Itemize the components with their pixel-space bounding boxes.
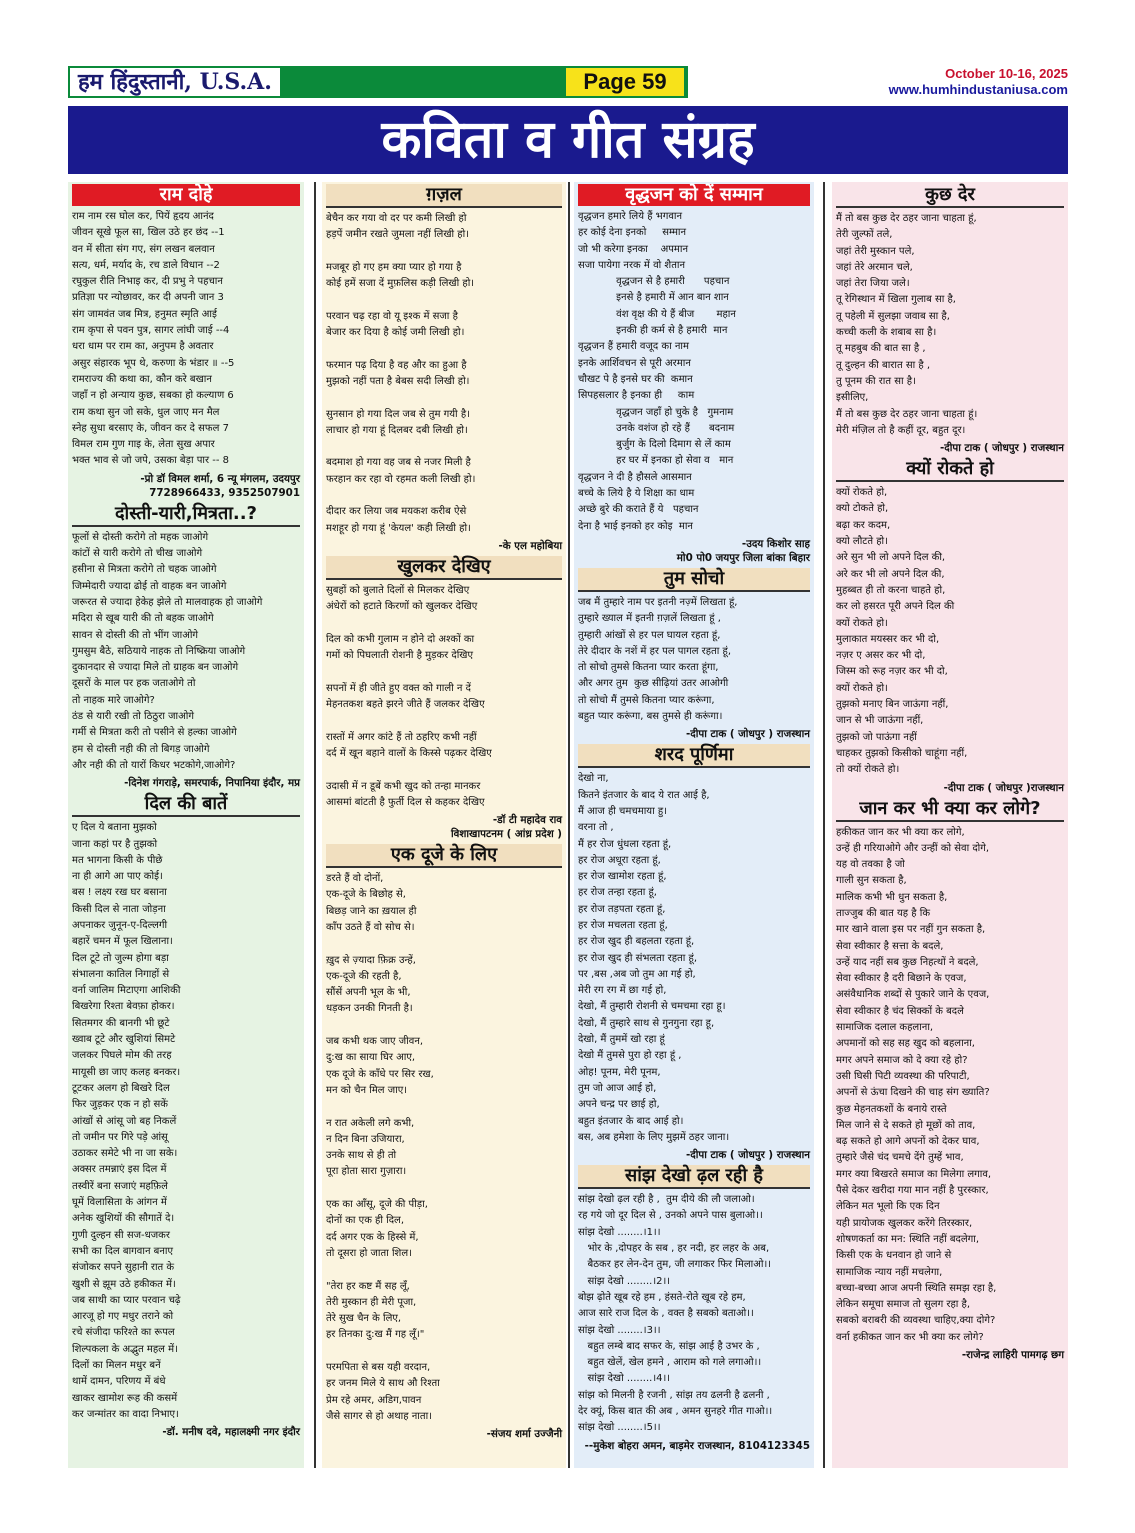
column-divider — [314, 182, 316, 1468]
poem-title: दिल की बातें — [72, 793, 300, 817]
column-3 — [574, 182, 814, 1468]
poem-title: कुछ देर — [836, 184, 1064, 208]
poem-author: -राजेन्द्र लाहिरी पामगढ़ छग — [961, 1349, 1064, 1361]
poem-author: -उदय किशोर साह मो0 पो0 जयपुर जिला बांका बिहार — [676, 537, 810, 564]
poem-author: -प्रो डॉ विमल शर्मा, 6 न्यू मंगलम, उदयपुर 7728966433, 9352507901 — [140, 472, 300, 499]
website-link[interactable]: www.humhindustaniusa.com — [888, 82, 1068, 97]
page-banner-title: कविता व गीत संग्रह — [68, 106, 1068, 174]
poem-title: शरद पूर्णिमा — [578, 744, 810, 768]
poem-author: -दीपा टाक ( जोधपुर )राजस्थान — [943, 781, 1064, 794]
poem-title: वृद्धजन को दें सम्मान — [578, 184, 810, 206]
poem-title: दोस्ती-यारी,मित्रता..? — [72, 503, 300, 527]
column-divider — [568, 182, 570, 1468]
column-1 — [68, 182, 304, 1468]
poem-body: डरते हैं वो दोनों, एक-दूजे के बिछोह से, बिछड़ जाने का ख़याल ही काँप उठते हैं वो सोच से। ख़ुद से ज़्यादा फ़िक्र उन्हें, एक-दूजे की रहती है, सौंसें अपनी भूल के भी, धड़कन उनकी गिनती है। जब कभी थक जाए जीवन, दु:ख का साया घिर आए, एक दूजे के काँधे पर सिर रख, मन को चैन मिल जाए। न रात अकेली लगे कभी, न दिन बिना उजियारा, उनके साथ से ही तो पूरा होता सारा गुज़ारा। एक का आँसू, दूजे की पीड़ा, दोनों का एक ही दिल, दर्द अगर एक के हिस्से में, तो दूसरा हो जाता शिल। "तेरा हर कष्ट मैं सह लूँ, तेरी मुस्कान ही मेरी पूजा, तेरे सुख चैन के लिए, हर तिनका दु:ख मैं गह लूँ।" परमपिता से बस यही वरदान, हर जनम मिले ये साथ औ रिश्ता प्रेम रहे अमर, अडिग,पावन जैसे सागर से हो अथाह नाता। — [326, 873, 440, 1422]
poem-author: -दीपा टाक ( जोधपुर ) राजस्थान — [685, 728, 810, 741]
poem-author: -डॉ टी महादेव राव विशाखापटनम ( आंध्र प्रदेश ) — [451, 814, 562, 841]
poem-body: सुबहों को बुलाते दिलों से मिलकर देखिए अंधेरों को हटाते किरणों को खुलकर देखिए दिल को कभी गुलाम न होने दो अश्कों का गमों को पिघलाती रोशनी है मुड़कर देखिए सपनों में ही जीते हुए वक्त को गाली न दें मेहनतकश बहते झरने जीते हैं जलकर देखिए रास्तों में अगर कांटे हैं तो ठहरिए कभी नहीं दर्द में खून बहाने वालों के किस्से पढ़कर देखिए उदासी में न डूबें कभी खुद को तन्हा मानकर आसमां बांटती है फुर्ती दिल से कहकर देखिए — [326, 584, 492, 808]
poem-title: तुम सोचो — [578, 568, 810, 592]
poem-author: -डॉ. मनीष दवे, महालक्ष्मी नगर इंदौर — [162, 1426, 300, 1439]
poem-body: जब मैं तुम्हारे नाम पर इतनी नज़्में लिखता हूं, तुम्हारे ख्याल में इतनी ग़ज़लें लिखता हूं , तुम्हारी आंखों से हर पल घायल रहता हूं, तेरे दीदार के नशें में हर पल पागल रहता हूं, तो सोचो तुमसे कितना प्यार करता हूंगा, और अगर तुम कुछ सीढ़ियां उतर आओगी तो सोचो मैं तुमसे कितना प्यार करूंगा, बहुत प्यार करूंगा, बस तुमसे ही करूंगा। — [578, 596, 738, 723]
poem-author: --मुकेश बोहरा अमन, बाड़मेर राजस्थान, 8104123345 — [584, 1439, 810, 1452]
poem-body: बेचैन कर गया वो दर पर कमी लिखी हो हड़पें जमीन रखते जुमला नहीं लिखी हो। मजबूर हो गए हम क्या प्यार हो गया है कोई हमें सजा दें मुफ़लिस कड़ी लिखी हो। परवान चढ़ रहा वो यू इश्क में सजा है बेजार कर दिया है कोई जमी लिखी हो। फरमान पढ़ दिया है वह और का हुआ है मुझको नहीं पता है बेबस सदी लिखी हो। सुनसान हो गया दिल जब से तुम गयी है। लाचार हो गया हूं दिलबर दबी लिखी हो। बदमाश हो गया वह जब से नजर मिली है फरहान कर रहा वो रहमत कली लिखी हो। दीदार कर लिया जब मयकश करीब ऐसे मशहूर हो गया हूं 'केयल' कही लिखी हो। — [326, 213, 476, 534]
poem-title: जान कर भी क्या कर लोगे? — [836, 798, 1064, 822]
poem-body: ए दिल ये बताना मुझको जाना कहां पर है तुझको मत भागना किसी के पीछे ना ही आगे आ पाए कोई। बस ! लक्ष्य रख घर बसाना किसी दिल से नाता जोड़ना अपनाकर जुनून-ए-दिल्लगी बहारें चमन में फूल खिलाना। दिल टूटे तो जुल्म होगा बड़ा संभालना कातिल निगाहों से वर्ना जालिम मिटाएगा आशिकी बिखरेगा रिश्ता बेवफ़ा होकर। सितमगर की बानगी भी छूटे ख्वाब टूटे और खुशियां सिमटे जलकर पिघले मोम की तरह मायूसी छा जाए कलह बनकर। टूटकर अलग हो बिखरे दिल फिर जुड़कर एक न हो सकें आंखों से आंसू जो बह निकलें तो जमीन पर गिरे पड़े आंसू उठाकर समेटे भी ना जा सके। अक्सर तमन्नाएं इस दिल में तस्वीरें बना सजाएं महफ़िले घूमें विलासिता के आंगन में अनेक खुशियों की सौगातें दे। गुणी दुल्हन सी सज-धजकर सभी का दिल बागवान बनाए संजोकर सपने सुहानी रात के खुशी से झूम उठे हकीकत में। जब साथी का प्यार परवान चढ़े आरजू हो गए मधुर तराने को रचे संजीदा फरिश्ते का रूपल शिल्पकला के अद्भुत महल में। दिलों का मिलन मधुर बनें थामें दामन, परिणय में बंधे खाकर खामोश रूह की कसमें कर जन्मांतर का वादा निभाए। — [72, 822, 181, 1420]
poem-body: राम नाम रस घोल कर, पियें हृदय आनंद जीवन सूखे फूल सा, खिल उठे हर छंद --1 वन में सीता संग गए, संग लखन बलवान सत्य, धर्म, मर्याद के, रच डाले विधान --2 रघुकुल रीति निभाइ कर, दी प्रभु ने पहचान प्रतिज्ञा पर न्योछावर, कर दी अपनी जान 3 संग जामवंत जब मित्र, हनुमत स्मृति आई राम कृपा से पवन पुत्र, सागर लांघी जाई --4 धरा धाम पर राम का, अनुपम है अवतार असुर संहारक भूप थे, करुणा के भंडार ॥ --5 रामराज्य की कथा का, कौन करे बखान जहाँ न हो अन्याय कुछ, सबका हो कल्याण 6 राम कथा सुन जो सके, धुल जाए मन मैल स्नेह सुधा बरसाए के, जीवन कर दे सफल 7 विमल राम गुण गाइ के, लेता सुख अपार भक्त भाव से जो जपे, उसका बेड़ा पार -- 8 — [72, 211, 235, 467]
page-number: Page 59 — [566, 68, 684, 96]
poem-author: -संजय शर्मा उज्जैनी — [486, 1428, 562, 1441]
poem-title: खुलकर देखिए — [326, 556, 562, 580]
poem-body: मैं तो बस कुछ देर ठहर जाना चाहता हूं, तेरी जुल्फों तले, जहां तेरी मुस्कान पले, जहां तेरे अरमान चले, जहां तेरा जिया जले। तू रेगिस्थान में खिला गुलाब सा है, तू पहेली में सुलझा जवाब सा है, कच्ची कली के शबाब सा है। तू महबुब की बात सा है , तू दुल्हन की बारात सा है , तु पूनम की रात सा है। इसीलिए, मैं तो बस कुछ देर ठहर जाना चाहता हूं। मेरी मंज़िल तो है कहीं दूर, बहुत दूर। — [836, 213, 978, 436]
poem-body: हकीकत जान कर भी क्या कर लोगे, उन्हें ही गरियाओगे और उन्हीं को सेवा दोगे, यह वो तवका है जो गाली सुन सकता है, मालिक कभी भी धुन सकता है, ताज्जुब की बात यह है कि मार खाने वाला इस पर नहीं गुन सकता है, सेवा स्वीकार है सत्ता के बदले, उन्हें याद नहीं सब कुछ निहत्थों ने बदले, सेवा स्वीकार है दरी बिछाने के एवज, असंवैधानिक शब्दों से पुकारे जाने के एवज, सेवा स्वीकार है चंद सिक्कों के बदले सामाजिक दलाल कहलाना, अपमानों को सह सह खुद को बहलाना, मगर अपने समाज को दे क्या रहे हो? उसी घिसी पिटी व्यवस्था की परिपाटी, अपनों से ऊंचा दिखने की चाह संग ख्याति? कुछ मेहनतकशों के बनाये रास्ते मिल जाने से दे सकते हो मूछों को ताव, बढ़ सकते हो आगे अपनों को देकर घाव, तुम्हारे जैसे चंद चमचे देंगे तुम्हें भाव, मगर क्या बिखरते समाज का मिलेगा लगाव, पैसे देकर खरीदा गया मान नहीं है पुरस्कार, लेकिन मत भूलो कि एक दिन यही प्रायोजक खुलकर करेंगे तिरस्कार, शोषणकर्ता का मन: स्थिति नहीं बदलेगा, किसी एक के धनवान हो जाने से सामाजिक न्याय नहीं मचलेगा, बच्चा-बच्चा आज अपनी स्थिति समझ रहा है, लेकिन समूचा समाज तो सुलग रहा है, सबको बराबरी की व्यवस्था चाहिए,क्या दोगे? वर्ना हकीकत जान कर भी क्या कर लोगे? — [836, 826, 997, 1343]
poem-author: -दीपा टाक ( जोधपुर ) राजस्थान — [685, 1149, 810, 1162]
poem-title: ग़ज़ल — [326, 184, 562, 208]
poem-title: राम दोहे — [72, 184, 300, 206]
poem-body: फूलों से दोस्ती करोगे तो महक जाओगे कांटों से यारी करोगे तो चीख जाओगे हसीना से मित्रता करोगे तो चहक जाओगे जिम्मेदारी ज्यादा ढोई तो वाहक बन जाओगे जरूरत से ज्यादा हेकेह झेले तो मालवाहक हो जाओगे मदिरा से खूब यारी की तो बहक जाओगे सावन से दोस्ती की तो भींग जाओगे गुमसुम बैठे, सठियाये नाहक तो निष्क्रिया जाओगे दुकानदार से ज्यादा मिले तो ग्राहक बन जाओगे दूसरों के माल पर हक जताओगे तो तो नाहक मारे जाओगे? ठंड से यारी रखी तो ठिठुरा जाओगे गर्मी से मित्रता करी तो पसीने से हल्का जाओगे हम से दोस्ती नही की तो बिगड़ जाओगे और नही की तो यारों किधर भटकोगे,जाओगे? — [72, 531, 263, 771]
column-divider — [823, 182, 825, 1468]
poem-title: एक दूजे के लिए — [326, 844, 562, 868]
poem-body: क्यों रोकते हो, क्यो टोकते हो, बढ़ा कर कदम, क्यो लौटते हो। अरे सुन भी लो अपने दिल की, अरे कर भी लो अपने दिल की, मुहब्बत ही तो करना चाहते हो, कर लो हसरत पूरी अपने दिल की क्यों रोकते हो। मुलाकात मयस्सर कर भी दो, नज़र ए असर कर भी दो, जिस्म को रूह नज़र कर भी दो, क्यों रोकते हो। तुझको मनाए बिन जाऊंगा नहीं, जान से भी जाऊंगा नहीं, तुझको जो पाऊंगा नहीं चाहकर तुझको किसीको चाहूंगा नहीं, तो क्यों रोकते हो। — [836, 487, 968, 776]
poem-body: वृद्धजन हमारे लिये हैं भगवान हर कोई देना इनको सम्मान जो भी करेगा इनका अपमान सजा पायेगा नरक में वो शैतान वृद्धजन से है हमारी पहचान इनसे है हमारी में आन बान शान वंश वृक्ष की ये हैं बीज महान इनकी ही कर्म से है हमारी मान वृद्धजन हैं हमारी वजूद का नाम इनके आर्शिवचन से पूरी अरमान चौखट पे है इनसे घर की कमान सिपहसलार है इनका ही काम वृद्धजन जहाँ हो चुके है गुमनाम उनके वशंज हो रहे हैं बदनाम बुर्जुग के दिलो दिमाग से लें काम हर घर में इनका हो सेवा व मान वृद्धजन ने दी है हौसले आसमान बच्चे के लिये है ये शिक्षा का धाम अच्छे बुरे की कराते हैं ये पहचान देना है भाई इनको हर कोइ मान — [578, 211, 736, 532]
poem-title: क्यों रोकते हो — [836, 458, 1064, 482]
issue-date: October 10-16, 2025 — [945, 66, 1068, 81]
poem-title: सांझ देखो ढ़ल रही है — [578, 1165, 810, 1189]
poem-body: सांझ देखो ढ़ल रही है , तुम दीये की लौ जलाओ। रह गये जो दूर दिल से , उनको अपने पास बुलाओ।। सांझ देखो ........।1।। भोर के ,दोपहर के सब , हर नदी, हर लहर के अब, बैठकर हर लेन-देन तुम, जी लगाकर फिर मिलाओ।। सांझ देखो ........।2।। बोझ ढ़ोते खूब रहे हम , हंसते-रोते खूब रहे हम, आज सारे राज दिल के , वक्त है सबको बताओ।। सांझ देखो ........।3।। बहुत लम्बे बाद सफर के, सांझ आई है उभर के , बहुत खेलें, खेल हमने , आराम को गले लगाओ।। सांझ देखो ........।4।। सांझ को मिलनी है रजनी , सांझ तय ढलनी है ढलनी , देर क्यूं, किस बात की अब , अमन सुनहरे गीत गाओ।। सांझ देखो ........।5।। — [578, 1194, 773, 1434]
column-4 — [832, 182, 1068, 1468]
column-2 — [322, 182, 566, 1468]
poem-author: -दीपा टाक ( जोधपुर ) राजस्थान — [939, 442, 1064, 455]
poem-author: -के एल महोबिया — [498, 539, 562, 552]
newspaper-brand: हम हिंदुस्तानी, U.S.A. — [70, 68, 280, 96]
poem-body: देखो ना, कितने इंतजार के बाद ये रात आई है, मैं आज ही चमचमाया हु। वरना तो , मैं हर रोज धुंधला रहता हूं, हर रोज अधूरा रहता हूं, हर रोज खामोश रहता हूं, हर रोज तन्हा रहता हूं, हर रोज तड़पता रहता हूं, हर रोज मचलता रहता हूं, हर रोज खुद ही बहलता रहता हूं, हर रोज खुद ही संभलता रहता हूं, पर ,बस ,अब जो तुम आ गई हो, मेरी रग रग में छा गई हो, देखो, मैं तुम्हारी रोशनी से चमचमा रहा हू। देखो, मैं तुम्हारे साथ से गुनगुना रहा हू, देखो, मैं तुममें खो रहा हूं देखो मैं तुमसे पुरा हो रहा हूं , ओह! पूनम, मेरी पूनम, तुम जो आज आई हो, अपने चन्द्र पर छाई हो, बहुत इंतजार के बाद आई हो। बस, अब हमेशा के लिए मुझमें ठहर जाना। — [578, 773, 730, 1143]
poem-author: -दिनेश गंगराड़े, समरपार्क, निपानिया इंदौर, मप्र — [124, 777, 300, 790]
